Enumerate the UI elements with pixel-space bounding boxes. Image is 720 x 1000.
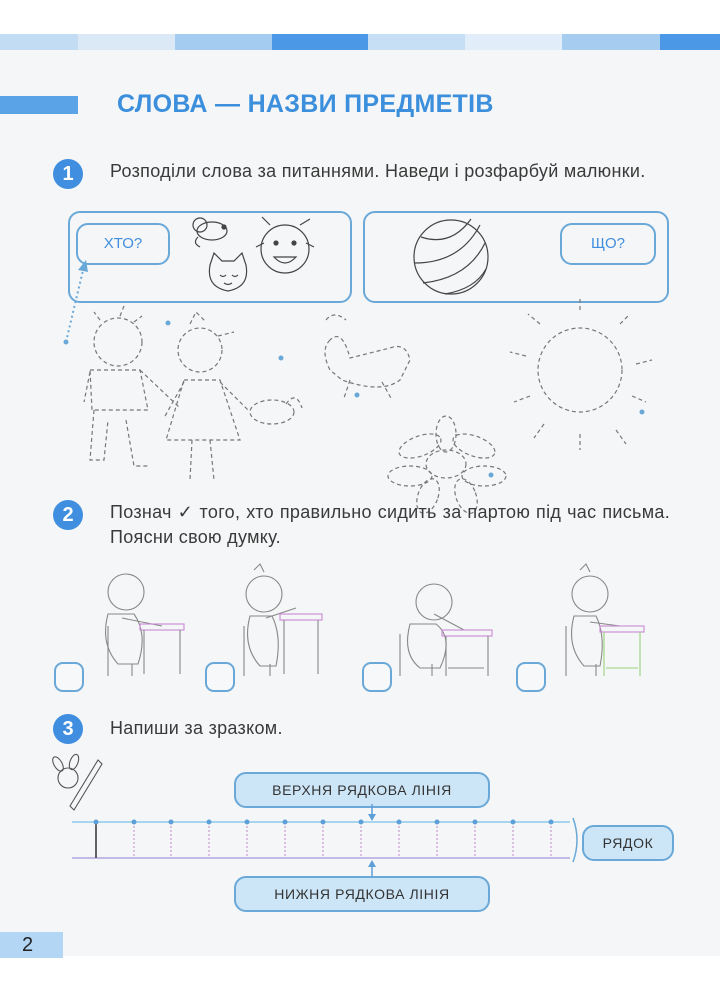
task-number-2: 2 [53, 500, 83, 530]
boy-at-desk-1-icon [106, 574, 184, 676]
girl-with-bunny-trace-icon [164, 312, 302, 480]
arrow-up-icon [368, 860, 376, 876]
row-label: РЯДОК [582, 825, 674, 861]
option-checkbox-3[interactable] [362, 662, 392, 692]
boy-at-desk-2-icon [400, 584, 492, 676]
option-checkbox-4[interactable] [516, 662, 546, 692]
cat-icon [209, 253, 246, 291]
strip-segment [272, 34, 368, 50]
who-pictures [70, 213, 350, 301]
strip-segment [660, 34, 720, 50]
trace-strokes [134, 822, 551, 858]
strip-segment [368, 34, 465, 50]
option-checkbox-2[interactable] [205, 662, 235, 692]
writing-line-diagram [70, 804, 590, 894]
strip-segment [78, 34, 175, 50]
task-3-text: Напиши за зразком. [110, 718, 283, 738]
task-2-text: Познач ✓ того, хто правильно сидить за партою під час письма. Поясни свою думку. [110, 502, 670, 547]
tracing-pictures [60, 300, 680, 490]
option-checkbox-1[interactable] [54, 662, 84, 692]
task-number-3: 3 [53, 714, 83, 744]
task-1-text: Розподіли слова за питаннями. Наведи і розфарбуй малюнки. [110, 161, 646, 181]
puppy-trace-icon [325, 315, 410, 400]
ball-icon [414, 219, 488, 294]
who-category-box[interactable] [68, 211, 352, 303]
row-bracket-icon [573, 818, 577, 862]
workbook-page [0, 34, 720, 956]
upper-line-label: ВЕРХНЯ РЯДКОВА ЛІНІЯ [234, 772, 490, 808]
arrow-down-icon [368, 804, 376, 821]
girl-at-desk-1-icon [244, 564, 322, 676]
strip-segment [465, 34, 562, 50]
page-number: 2 [0, 932, 63, 958]
what-pictures [365, 213, 665, 301]
title-accent-bar [0, 96, 78, 114]
what-category-box[interactable] [363, 211, 669, 303]
sun-trace-icon [510, 298, 652, 450]
who-label[interactable]: ХТО? [76, 223, 170, 265]
strip-segment [0, 34, 78, 50]
what-label[interactable]: ЩО? [560, 223, 656, 265]
girl-face-icon [256, 217, 314, 273]
lower-line-label: НИЖНЯ РЯДКОВА ЛІНІЯ [234, 876, 490, 912]
boy-trace-icon [84, 306, 180, 466]
strip-segment [175, 34, 272, 50]
task-number-1: 1 [53, 159, 83, 189]
mouse-icon [193, 218, 227, 247]
page-title: СЛОВА — НАЗВИ ПРЕДМЕТІВ [117, 90, 494, 118]
girl-at-desk-2-icon [566, 564, 644, 676]
strip-segment [562, 34, 660, 50]
header-color-strip [0, 34, 720, 50]
